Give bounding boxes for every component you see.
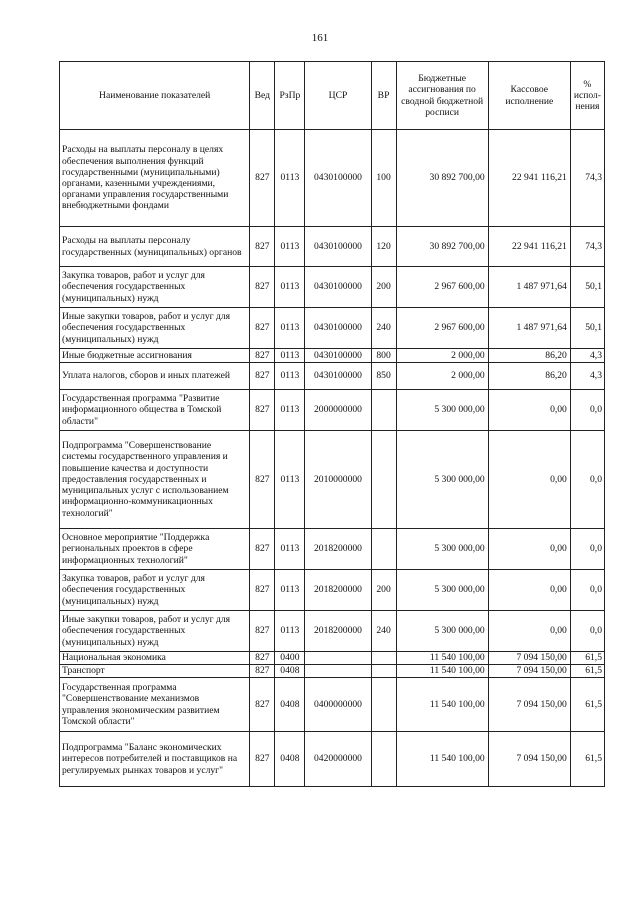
row-rzpr: 0113 — [275, 570, 305, 611]
header-percent: % испол-нения — [570, 62, 604, 130]
row-cash: 0,00 — [488, 431, 570, 529]
row-percent: 50,1 — [570, 308, 604, 349]
row-name: Государственная программа "Совершенствование механизмов управления экономическим развитием Томской области" — [60, 678, 250, 732]
row-csr: 0420000000 — [305, 732, 371, 787]
row-percent: 74,3 — [570, 227, 604, 267]
row-name: Иные бюджетные ассигнования — [60, 349, 250, 363]
table-row — [60, 349, 605, 363]
row-csr — [305, 652, 371, 665]
row-budget: 2 967 600,00 — [396, 267, 488, 308]
table-row — [60, 431, 605, 529]
row-percent: 0,0 — [570, 431, 604, 529]
row-percent: 61,5 — [570, 732, 604, 787]
row-budget: 30 892 700,00 — [396, 130, 488, 227]
row-percent: 0,0 — [570, 570, 604, 611]
row-csr: 0430100000 — [305, 267, 371, 308]
row-rzpr: 0113 — [275, 611, 305, 652]
row-percent: 4,3 — [570, 349, 604, 363]
row-rzpr: 0400 — [275, 652, 305, 665]
row-budget: 11 540 100,00 — [396, 665, 488, 678]
row-csr: 0400000000 — [305, 678, 371, 732]
row-vr: 120 — [371, 227, 396, 267]
row-name: Иные закупки товаров, работ и услуг для обеспечения государственных (муниципальных) нужд — [60, 308, 250, 349]
row-csr: 2018200000 — [305, 529, 371, 570]
row-budget: 5 300 000,00 — [396, 390, 488, 431]
row-rzpr: 0113 — [275, 267, 305, 308]
row-vr: 100 — [371, 130, 396, 227]
table-row — [60, 665, 605, 678]
row-name: Иные закупки товаров, работ и услуг для обеспечения государственных (муниципальных) нужд — [60, 611, 250, 652]
row-budget: 5 300 000,00 — [396, 431, 488, 529]
row-cash: 0,00 — [488, 611, 570, 652]
table-row — [60, 732, 605, 787]
row-ved: 827 — [250, 570, 275, 611]
row-rzpr: 0408 — [275, 732, 305, 787]
row-vr — [371, 390, 396, 431]
row-rzpr: 0113 — [275, 130, 305, 227]
row-csr: 2000000000 — [305, 390, 371, 431]
page-number: 161 — [311, 32, 329, 44]
row-vr: 240 — [371, 308, 396, 349]
row-name: Транспорт — [60, 665, 250, 678]
row-name: Национальная экономика — [60, 652, 250, 665]
row-csr: 2018200000 — [305, 570, 371, 611]
row-csr: 2018200000 — [305, 611, 371, 652]
table-header-row — [60, 62, 605, 130]
row-ved: 827 — [250, 390, 275, 431]
row-name: Уплата налогов, сборов и иных платежей — [60, 363, 250, 390]
row-ved: 827 — [250, 652, 275, 665]
row-rzpr: 0113 — [275, 227, 305, 267]
row-name: Государственная программа "Развитие информационного общества в Томской области" — [60, 390, 250, 431]
row-budget: 5 300 000,00 — [396, 529, 488, 570]
row-csr: 0430100000 — [305, 227, 371, 267]
row-vr — [371, 665, 396, 678]
row-cash: 22 941 116,21 — [488, 227, 570, 267]
row-percent: 0,0 — [570, 529, 604, 570]
row-csr: 2010000000 — [305, 431, 371, 529]
table-row — [60, 363, 605, 390]
row-ved: 827 — [250, 267, 275, 308]
row-rzpr: 0113 — [275, 529, 305, 570]
row-ved: 827 — [250, 227, 275, 267]
row-name: Подпрограмма "Совершенствование системы государственного управления и повышение качества и доступности предоставления государственных и муниципальных услуг с использованием информационно-коммуникационных технологий" — [60, 431, 250, 529]
row-budget: 5 300 000,00 — [396, 611, 488, 652]
row-vr: 850 — [371, 363, 396, 390]
row-vr: 200 — [371, 570, 396, 611]
header-budget: Бюджетные ассигнования по сводной бюджетной росписи — [396, 62, 488, 130]
row-percent: 74,3 — [570, 130, 604, 227]
table-row — [60, 130, 605, 227]
row-cash: 7 094 150,00 — [488, 732, 570, 787]
row-vr — [371, 678, 396, 732]
row-ved: 827 — [250, 732, 275, 787]
header-ved: Вед — [250, 62, 275, 130]
row-csr: 0430100000 — [305, 308, 371, 349]
budget-execution-table — [59, 61, 605, 787]
row-percent: 0,0 — [570, 390, 604, 431]
row-ved: 827 — [250, 308, 275, 349]
table-row — [60, 611, 605, 652]
row-percent: 0,0 — [570, 611, 604, 652]
row-rzpr: 0113 — [275, 308, 305, 349]
row-budget: 11 540 100,00 — [396, 678, 488, 732]
header-csr: ЦСР — [305, 62, 371, 130]
row-budget: 11 540 100,00 — [396, 652, 488, 665]
row-rzpr: 0113 — [275, 363, 305, 390]
row-cash: 0,00 — [488, 390, 570, 431]
header-cash: Кассовое исполнение — [488, 62, 570, 130]
row-cash: 0,00 — [488, 529, 570, 570]
row-budget: 11 540 100,00 — [396, 732, 488, 787]
table-row — [60, 678, 605, 732]
row-vr — [371, 652, 396, 665]
row-rzpr: 0113 — [275, 390, 305, 431]
row-budget: 5 300 000,00 — [396, 570, 488, 611]
row-csr — [305, 665, 371, 678]
header-rzpr: РзПр — [275, 62, 305, 130]
row-csr: 0430100000 — [305, 130, 371, 227]
row-vr — [371, 529, 396, 570]
row-percent: 4,3 — [570, 363, 604, 390]
row-ved: 827 — [250, 678, 275, 732]
row-rzpr: 0408 — [275, 665, 305, 678]
row-ved: 827 — [250, 363, 275, 390]
row-budget: 2 967 600,00 — [396, 308, 488, 349]
row-name: Расходы на выплаты персоналу в целях обеспечения выполнения функций государственными (муниципальными) органами, казенными учреждениями, органами управления государственными внебюджетными фондами — [60, 130, 250, 227]
row-percent: 61,5 — [570, 678, 604, 732]
row-vr — [371, 431, 396, 529]
row-cash: 0,00 — [488, 570, 570, 611]
row-cash: 1 487 971,64 — [488, 267, 570, 308]
row-rzpr: 0113 — [275, 349, 305, 363]
row-ved: 827 — [250, 529, 275, 570]
row-name: Расходы на выплаты персоналу государственных (муниципальных) органов — [60, 227, 250, 267]
row-name: Основное мероприятие "Поддержка региональных проектов в сфере информационных технологий" — [60, 529, 250, 570]
row-percent: 61,5 — [570, 665, 604, 678]
row-budget: 2 000,00 — [396, 349, 488, 363]
row-cash: 86,20 — [488, 349, 570, 363]
row-rzpr: 0408 — [275, 678, 305, 732]
row-percent: 61,5 — [570, 652, 604, 665]
row-vr: 240 — [371, 611, 396, 652]
row-ved: 827 — [250, 349, 275, 363]
row-cash: 7 094 150,00 — [488, 665, 570, 678]
row-vr — [371, 732, 396, 787]
row-rzpr: 0113 — [275, 431, 305, 529]
row-ved: 827 — [250, 665, 275, 678]
table-row — [60, 267, 605, 308]
row-budget: 30 892 700,00 — [396, 227, 488, 267]
table-row — [60, 652, 605, 665]
row-percent: 50,1 — [570, 267, 604, 308]
row-budget: 2 000,00 — [396, 363, 488, 390]
row-name: Закупка товаров, работ и услуг для обеспечения государственных (муниципальных) нужд — [60, 267, 250, 308]
row-ved: 827 — [250, 130, 275, 227]
table-row — [60, 308, 605, 349]
row-name: Закупка товаров, работ и услуг для обеспечения государственных (муниципальных) нужд — [60, 570, 250, 611]
row-cash: 86,20 — [488, 363, 570, 390]
table-row — [60, 227, 605, 267]
table-row — [60, 529, 605, 570]
row-csr: 0430100000 — [305, 349, 371, 363]
row-vr: 200 — [371, 267, 396, 308]
row-name: Подпрограмма "Баланс экономических интересов потребителей и поставщиков на регулируемых рынках товаров и услуг" — [60, 732, 250, 787]
row-cash: 1 487 971,64 — [488, 308, 570, 349]
row-csr: 0430100000 — [305, 363, 371, 390]
row-ved: 827 — [250, 431, 275, 529]
table-row — [60, 570, 605, 611]
header-vr: ВР — [371, 62, 396, 130]
row-cash: 22 941 116,21 — [488, 130, 570, 227]
header-name: Наименование показателей — [60, 62, 250, 130]
table-row — [60, 390, 605, 431]
row-cash: 7 094 150,00 — [488, 652, 570, 665]
row-cash: 7 094 150,00 — [488, 678, 570, 732]
row-vr: 800 — [371, 349, 396, 363]
row-ved: 827 — [250, 611, 275, 652]
